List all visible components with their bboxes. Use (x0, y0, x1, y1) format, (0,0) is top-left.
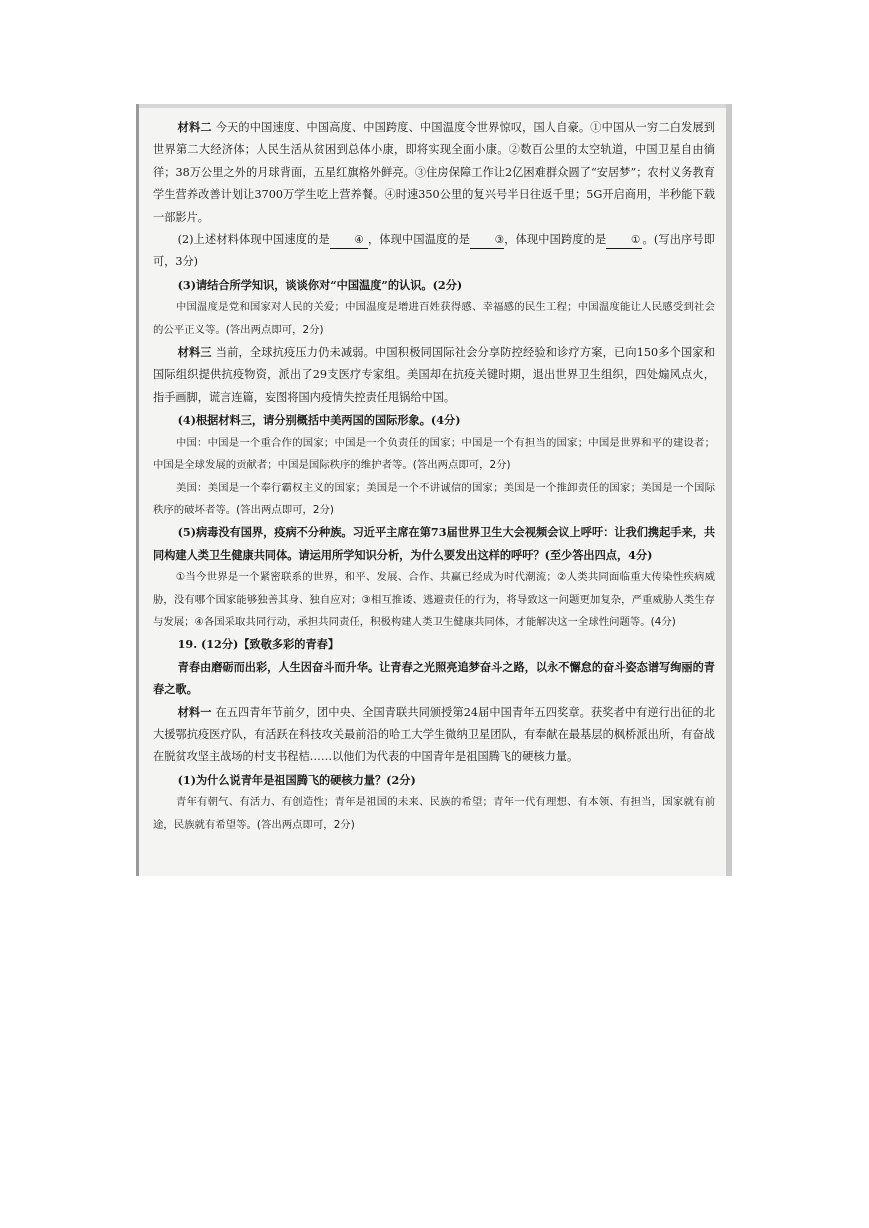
question-19-header: 19. (12分)【致敬多彩的青春】 (177, 637, 340, 652)
material-three-label: 材料三 (177, 345, 212, 360)
scanned-exam-page (136, 104, 732, 876)
material-one-label: 材料一 (177, 704, 212, 719)
question-2-mid-1: ，体现中国温度的是 (367, 233, 471, 247)
material-three-text: 当前，全球抗疫压力仍未减弱。中国积极同国际社会分享防控经验和诊疗方案，已向150多个国家和国际组织提供抗疫物资，派出了29支医疗专家组。美国却在抗疫关键时期，退出世界卫生组织，四处煽风点火，指手画脚，谎言连篇，妄图将国内疫情失控责任甩锅给中国。 (153, 346, 715, 404)
material-three-paragraph (153, 341, 715, 409)
material-two-paragraph (153, 116, 715, 229)
question-2 (153, 229, 715, 274)
question-19-material-one (153, 701, 715, 769)
question-4-answer-us: 美国：美国是一个奉行霸权主义的国家；美国是一个不讲诚信的国家；美国是一个推卸责任的国家；美国是一个国际秩序的破坏者等。(答出两点即可，2分) (153, 481, 715, 516)
question-4-answer-china: 中国：中国是一个重合作的国家；中国是一个负责任的国家；中国是一个有担当的国家；中国是世界和平的建设者；中国是全球发展的贡献者；中国是国际秩序的维护者等。(答出两点即可，2分) (153, 436, 715, 472)
answer-blank-warmth: ③ (470, 233, 504, 249)
question-19-sub-1: (1)为什么说青年是祖国腾飞的硬核力量？(2分) (177, 772, 416, 787)
question-4: (4)根据材料三，请分别概括中美两国的国际形象。(4分) (177, 413, 461, 428)
question-19-sub-1-answer: 青年有朝气、有活力、有创造性；青年是祖国的未来、民族的希望；青年一代有理想、有本领、有担当，国家就有前途，民族就有希望等。(答出两点即可，2分) (153, 796, 715, 831)
answer-blank-speed: ④ (330, 233, 368, 249)
question-19-intro: 青春由磨砺而出彩，人生因奋斗而升华。让青春之光照亮追梦奋斗之路，以永不懈怠的奋斗姿态谱写绚丽的青春之歌。 (153, 659, 715, 697)
exam-content (153, 116, 715, 836)
question-2-prefix: (2)上述材料体现中国速度的是 (177, 233, 330, 247)
material-one-text: 在五四青年节前夕，团中央、全国青联共同颁授第24届中国青年五四奖章。获奖者中有逆行出征的北大援鄂抗疫医疗队，有活跃在科技攻关最前沿的哈工大学生微纳卫星团队，有奉献在最基层的枫桥派出所，有奋战在脱贫攻坚主战场的村支书程桔……以他们为代表的中国青年是祖国腾飞的硬核力量。 (153, 705, 715, 764)
material-two-text: 今天的中国速度、中国高度、中国跨度、中国温度令世界惊叹，国人自豪。①中国从一穷二白发展到世界第二大经济体；人民生活从贫困到总体小康，即将实现全面小康。②数百公里的太空轨道，中国卫星自由徜徉；38万公里之外的月球背面，五星红旗格外鲜亮。③住房保障工作让2亿困难群众圆了“安居梦”；农村义务教育学生营养改善计划让3700万学生吃上营养餐。④时速350公里的复兴号半日往返千里；5G开启商用，半秒能下载一部影片。 (153, 121, 715, 224)
question-5-answer: ①当今世界是一个紧密联系的世界，和平、发展、合作、共赢已经成为时代潮流；②人类共同面临重大传染性疾病威胁，没有哪个国家能够独善其身、独自应对；③相互推诿、逃避责任的行为，将导致这一问题更加复杂，严重威胁人类生存与发展；④各国采取共同行动，承担共同责任，积极构建人类卫生健康共同体，才能解决这一全球性问题等。(4分) (153, 571, 715, 628)
question-5: (5)病毒没有国界，疫病不分种族。习近平主席在第73届世界卫生大会视频会议上呼吁：让我们携起手来，共同构建人类卫生健康共同体。请运用所学知识分析，为什么要发出这样的呼吁？(至少答出四点，4分) (153, 525, 716, 562)
question-3: (3)请结合所学知识，谈谈你对“中国温度”的认识。(2分) (177, 277, 463, 292)
question-3-answer: 中国温度是党和国家对人民的关爱；中国温度是增进百姓获得感、幸福感的民生工程；中国温度能让人民感受到社会的公平正义等。(答出两点即可，2分) (153, 301, 715, 336)
question-2-suffix: 。(写出序号即可，3分) (153, 233, 715, 269)
answer-blank-span: ① (606, 233, 642, 249)
question-2-mid-2: ，体现中国跨度的是 (504, 233, 607, 247)
material-two-label: 材料二 (177, 120, 212, 134)
